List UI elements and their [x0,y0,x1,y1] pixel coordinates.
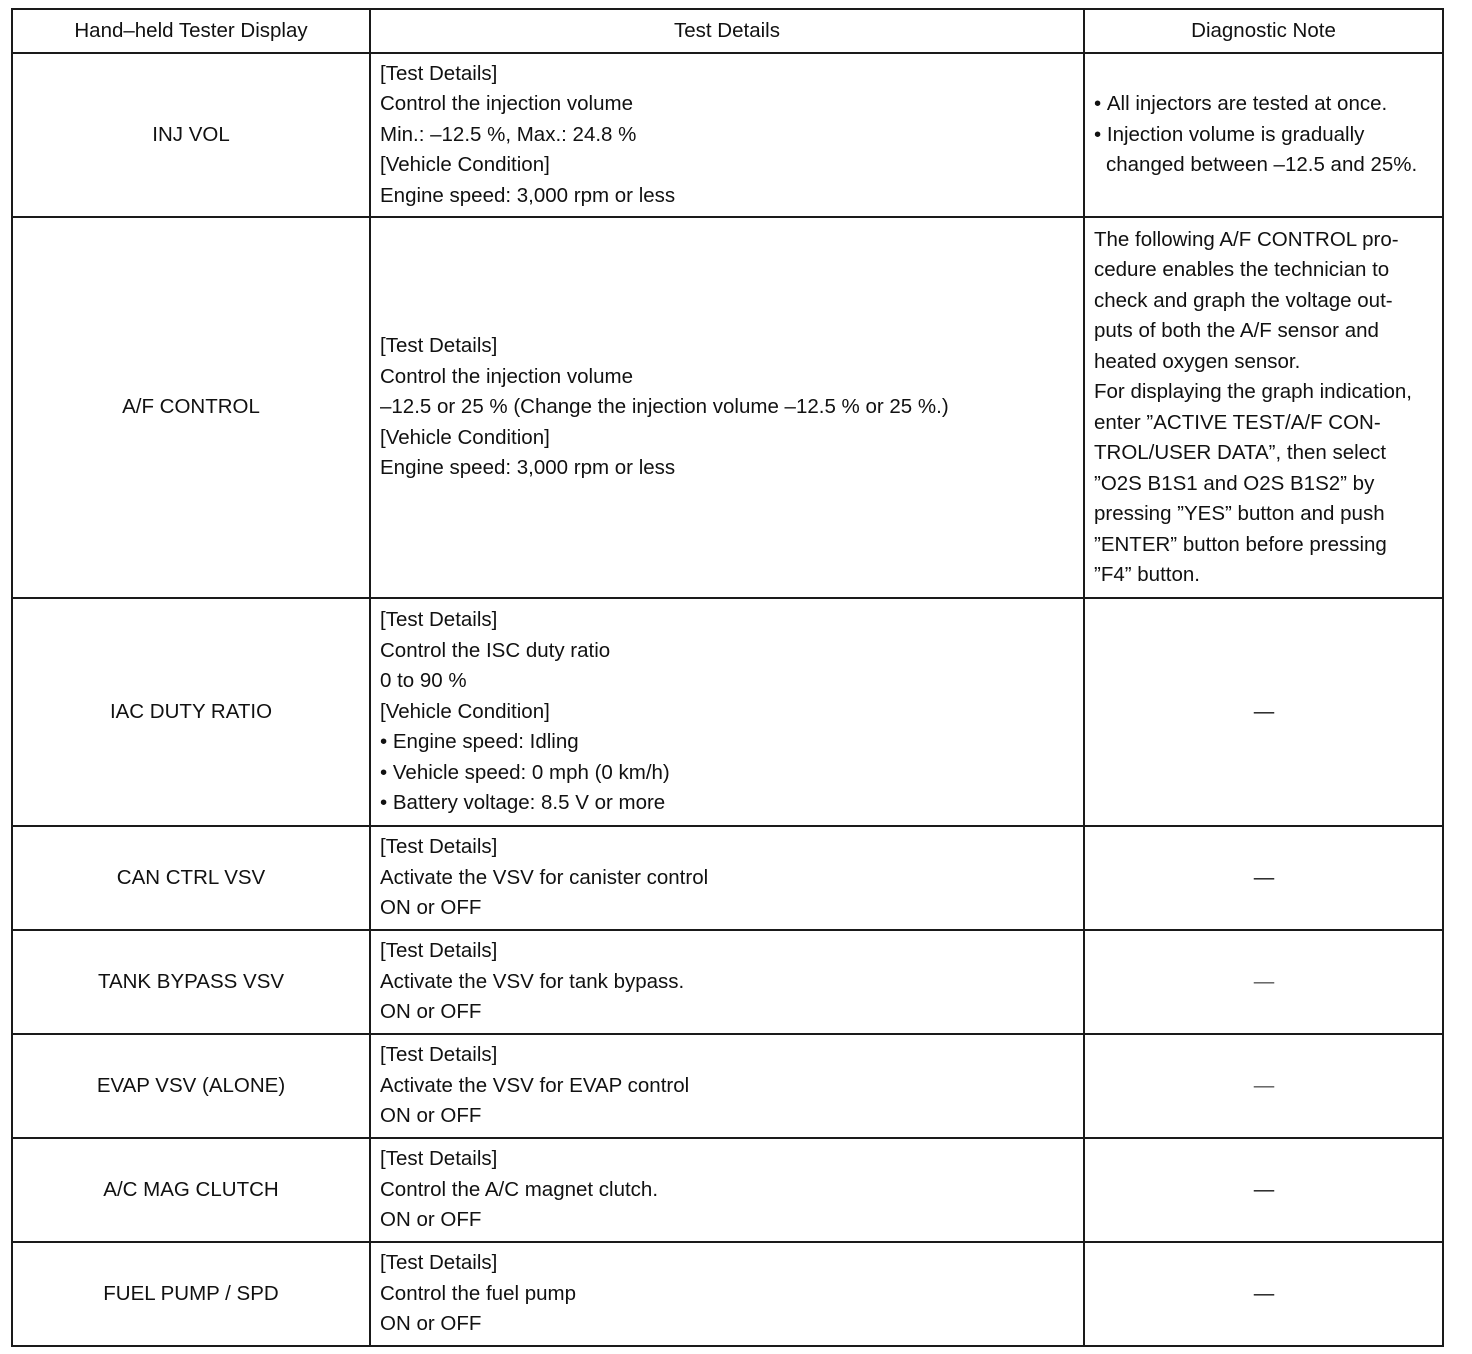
details-line: ON or OFF [380,896,482,920]
active-test-table [11,8,1444,1347]
details-line: [Test Details] [380,61,498,85]
note-line: enter ”ACTIVE TEST/A/F CON- [1094,410,1381,434]
details-line: [Test Details] [380,1043,498,1067]
no-note-dash: — [1253,1281,1275,1305]
no-note-dash: — [1253,699,1275,723]
note-line: ”F4” button. [1094,563,1200,586]
diagnostic-note-cell [1084,1242,1443,1346]
details-line: Control the injection volume [380,92,633,116]
details-line: [Test Details] [380,939,498,963]
note-line: ”ENTER” button before pressing [1094,532,1387,556]
diagnostic-note-cell [1084,53,1443,217]
details-line: Control the A/C magnet clutch. [380,1177,659,1201]
note-line: ”O2S B1S1 and O2S B1S2” by [1094,471,1375,495]
details-line: • Engine speed: Idling [380,730,579,754]
details-line: Engine speed: 3,000 rpm or less [380,456,676,480]
table-row [12,598,1443,826]
details-line: Activate the VSV for tank bypass. [380,969,685,993]
table-row [12,1138,1443,1242]
header-row [12,9,1443,53]
diagnostic-note-cell [1084,1138,1443,1242]
note-bullet: • Injection volume is gradually changed between –12.5 and 25%. [1094,122,1418,177]
details-line: Min.: –12.5 %, Max.: 24.8 % [380,122,637,146]
details-line: ON or OFF [380,1312,482,1336]
details-line: Control the fuel pump [380,1281,577,1305]
details-line: [Vehicle Condition] [380,699,550,723]
tester-display-cell: FUEL PUMP / SPD [12,1242,370,1346]
diagnostic-note-cell [1084,1034,1443,1138]
no-note-dash: — [1253,1177,1275,1201]
note-line: For displaying the graph indication, [1094,380,1412,403]
details-line: [Vehicle Condition] [380,153,550,177]
note-line: pressing ”YES” button and push [1094,502,1385,525]
details-line: Control the injection volume [380,364,633,388]
note-line: The following A/F CONTROL pro- [1094,227,1399,251]
note-bullet: • All injectors are tested at once. [1094,92,1388,116]
test-details-cell [370,1034,1084,1138]
table-row [12,826,1443,930]
no-note-dash: — [1253,865,1275,889]
test-details-cell [370,930,1084,1034]
diagnostic-note-cell [1084,217,1443,598]
details-line: Control the ISC duty ratio [380,638,611,662]
no-note-dash: — [1253,1073,1275,1097]
details-line: [Test Details] [380,334,498,358]
diagnostic-note-cell [1084,930,1443,1034]
test-details-cell [370,53,1084,217]
note-line: puts of both the A/F sensor and [1094,319,1379,342]
details-line: 0 to 90 % [380,669,467,693]
table-row [12,1034,1443,1138]
tester-display-cell: A/F CONTROL [12,217,370,598]
details-line: Activate the VSV for canister control [380,865,709,889]
details-line: [Test Details] [380,1147,498,1171]
diagnostic-note-cell [1084,598,1443,826]
diagnostic-note-cell [1084,826,1443,930]
details-line: [Test Details] [380,835,498,859]
header-test-details: Test Details [370,9,1084,53]
test-details-cell [370,217,1084,598]
details-line: ON or OFF [380,1208,482,1232]
details-line: ON or OFF [380,1104,482,1128]
table-row [12,930,1443,1034]
tester-display-cell: EVAP VSV (ALONE) [12,1034,370,1138]
details-line: ON or OFF [380,1000,482,1024]
header-tester-display: Hand–held Tester Display [12,9,370,53]
note-line: cedure enables the technician to [1094,258,1390,281]
tester-display-cell: IAC DUTY RATIO [12,598,370,826]
test-details-cell [370,598,1084,826]
table-row [12,53,1443,217]
tester-display-cell: CAN CTRL VSV [12,826,370,930]
note-line: heated oxygen sensor. [1094,349,1301,373]
test-details-cell [370,1138,1084,1242]
details-line: [Test Details] [380,608,498,632]
tester-display-cell: TANK BYPASS VSV [12,930,370,1034]
note-line: TROL/USER DATA”, then select [1094,441,1387,464]
table-row [12,217,1443,598]
details-line: –12.5 or 25 % (Change the injection volume –12.5 % or 25 %.) [380,395,949,419]
note-line: check and graph the voltage out- [1094,288,1393,312]
tester-display-cell: A/C MAG CLUTCH [12,1138,370,1242]
header-diagnostic-note: Diagnostic Note [1084,9,1443,53]
details-line: [Vehicle Condition] [380,425,550,449]
details-line: • Battery voltage: 8.5 V or more [380,791,666,815]
no-note-dash: — [1253,969,1275,993]
test-details-cell [370,826,1084,930]
details-line: Engine speed: 3,000 rpm or less [380,183,676,207]
details-line: [Test Details] [380,1251,498,1275]
details-line: Activate the VSV for EVAP control [380,1073,690,1097]
tester-display-cell: INJ VOL [12,53,370,217]
details-line: • Vehicle speed: 0 mph (0 km/h) [380,760,670,784]
table-row [12,1242,1443,1346]
test-details-cell [370,1242,1084,1346]
